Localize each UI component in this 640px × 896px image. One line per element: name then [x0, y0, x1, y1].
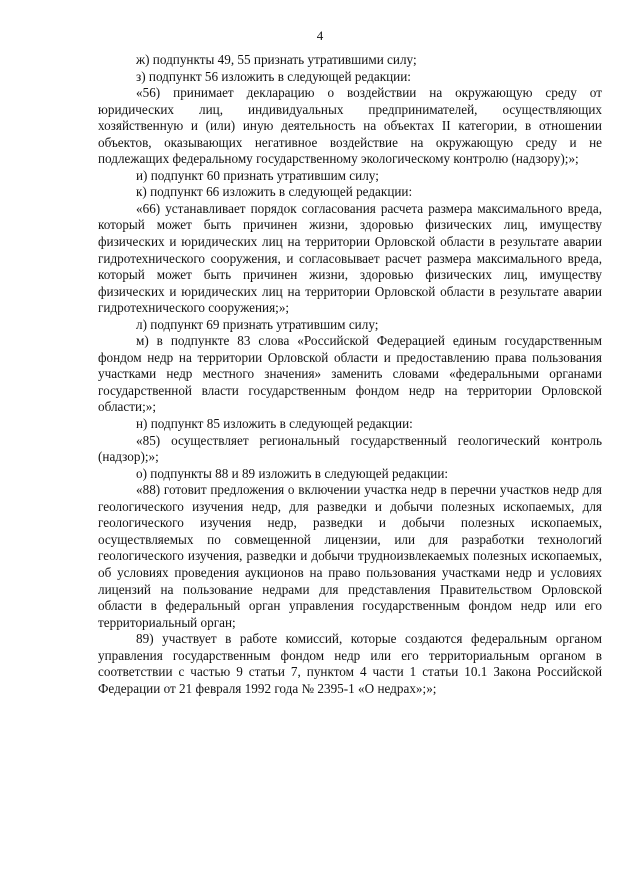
- paragraph-k: к) подпункт 66 изложить в следующей редакции:: [136, 184, 413, 200]
- paragraph-l: л) подпункт 69 признать утратившим силу;: [136, 316, 379, 332]
- document-body: [98, 52, 602, 697]
- paragraph-88: «88) готовит предложения о включении участка недр в перечни участков недр для геологического изучения недр, для разведки и добычи полезных ископаемых, для геологического изучения недр, разведки и добычи полезных ископаемых, осуществляемых по совмещенной лицензии, или для разработки технологий геологического изучения, разведки и добычи трудноизвлекаемых полезных ископаемых, об условиях проведения аукционов на право пользования участками недр и условиях лицензий на пользование недрами для представления Правительством Орловской области в федеральный орган управления государственным фондом недр или его территориальный орган;: [98, 482, 602, 630]
- paragraph-z: з) подпункт 56 изложить в следующей редакции:: [136, 68, 411, 84]
- paragraph-m: м) в подпункте 83 слова «Российской Федерацией единым государственным фондом недр на территории Орловской области и предоставлению права пользования участками недр местного значения» заменить словами «федеральными органами государственной власти государственным фондом недр на территории Орловской области;»;: [98, 333, 602, 415]
- paragraph-85: «85) осуществляет региональный государственный геологический контроль (надзор);»;: [98, 432, 602, 465]
- paragraph-o: о) подпункты 88 и 89 изложить в следующей редакции:: [136, 465, 449, 481]
- paragraph-i: и) подпункт 60 признать утратившим силу;: [136, 167, 379, 183]
- paragraph-zh: ж) подпункты 49, 55 признать утратившими силу;: [136, 52, 417, 67]
- paragraph-n: н) подпункт 85 изложить в следующей редакции:: [136, 416, 413, 432]
- paragraph-66: «66) устанавливает порядок согласования расчета размера максимального вреда, который может быть причинен жизни, здоровью физических лиц, имуществу физических и юридических лиц на территории Орловской области в результате аварии гидротехнического сооружения, и согласовывает расчет размера максимального вреда, который может быть причинен жизни, здоровью физических лиц, имуществу физических и юридических лиц на территории Орловской области в результате аварии гидротехнического сооружения;»;: [98, 200, 602, 316]
- page-number: 4: [316, 28, 324, 43]
- paragraph-89: 89) участвует в работе комиссий, которые создаются федеральным органом управления государственным фондом недр или его территориальным органом в соответствии с частью 9 статьи 7, пунктом 4 части 1 статьи 10.1 Закона Российской Федерации от 21 февраля 1992 года № 2395-1 «О недрах»;»;: [98, 631, 602, 696]
- paragraph-56: «56) принимает декларацию о воздействии на окружающую среду от юридических лиц, индивидуальных предпринимателей, осуществляющих хозяйственную и (или) иную деятельность на объектах II категории, в отношении объектов, оказывающих негативное воздействие на окружающую среду и не подлежащих федеральному государственному экологическому контролю (надзору);»;: [98, 85, 602, 167]
